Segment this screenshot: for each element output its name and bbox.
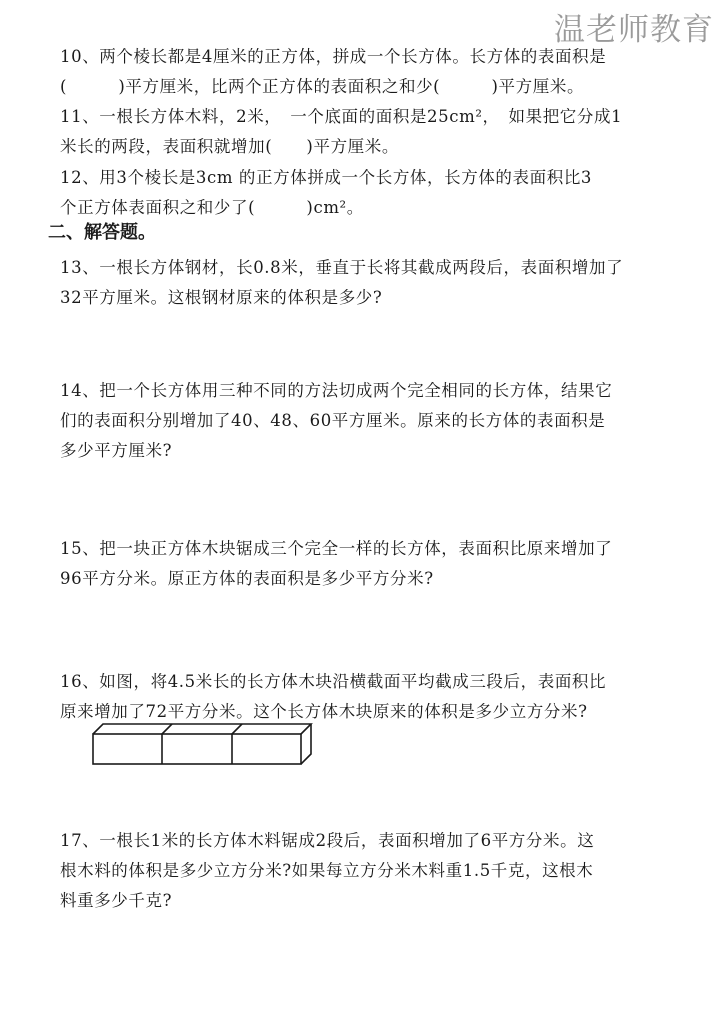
question-14 <box>60 376 612 466</box>
question-17 <box>60 826 594 916</box>
question-line: 32平方厘米。这根钢材原来的体积是多少? <box>60 288 383 307</box>
question-line: 13、一根长方体钢材，长0.8米，垂直于长将其截成两段后，表面积增加了 <box>60 258 624 277</box>
cuboid-front-face <box>93 734 301 764</box>
cut-line <box>232 724 242 734</box>
question-line: 12、用3个棱长是3cm 的正方体拼成一个长方体，长方体的表面积比3 <box>60 168 593 187</box>
cuboid-figure <box>92 722 322 766</box>
section-title: 二、解答题。 <box>48 222 156 243</box>
question-line: 14、把一个长方体用三种不同的方法切成两个完全相同的长方体，结果它 <box>60 381 613 400</box>
cuboid-top-face <box>93 724 311 734</box>
question-line: 96平方分米。原正方体的表面积是多少平方分米? <box>60 569 434 588</box>
question-11 <box>60 102 622 162</box>
question-line: 料重多少千克? <box>60 891 173 910</box>
cut-line <box>162 724 172 734</box>
watermark: 温老师教育 <box>554 12 714 48</box>
question-line: 11、一根长方体木料，2米， 一个底面的面积是25cm²， 如果把它分成1 <box>60 107 623 126</box>
question-12 <box>60 163 592 223</box>
question-line: 多少平方厘米? <box>60 441 173 460</box>
question-line: 15、把一块正方体木块锯成三个完全一样的长方体，表面积比原来增加了 <box>60 539 613 558</box>
question-16 <box>60 667 606 727</box>
question-line: 米长的两段，表面积就增加( )平方厘米。 <box>60 137 399 156</box>
question-line: 根木料的体积是多少立方分米?如果每立方分米木料重1.5千克，这根木 <box>60 861 594 880</box>
question-line: 个正方体表面积之和少了( )cm²。 <box>60 198 364 217</box>
question-13 <box>60 253 623 313</box>
question-line: 原来增加了72平方分米。这个长方体木块原来的体积是多少立方分米? <box>60 702 588 721</box>
question-15 <box>60 534 612 594</box>
question-10 <box>60 42 606 102</box>
question-line: 10、两个棱长都是4厘米的正方体，拼成一个长方体。长方体的表面积是 <box>60 47 607 66</box>
question-line: 17、一根长1米的长方体木料锯成2段后，表面积增加了6平方分米。这 <box>60 831 595 850</box>
question-line: 16、如图，将4.5米长的长方体木块沿横截面平均截成三段后，表面积比 <box>60 672 607 691</box>
question-line: ( )平方厘米，比两个正方体的表面积之和少( )平方厘米。 <box>60 77 585 96</box>
question-line: 们的表面积分别增加了40、48、60平方厘米。原来的长方体的表面积是 <box>60 411 606 430</box>
